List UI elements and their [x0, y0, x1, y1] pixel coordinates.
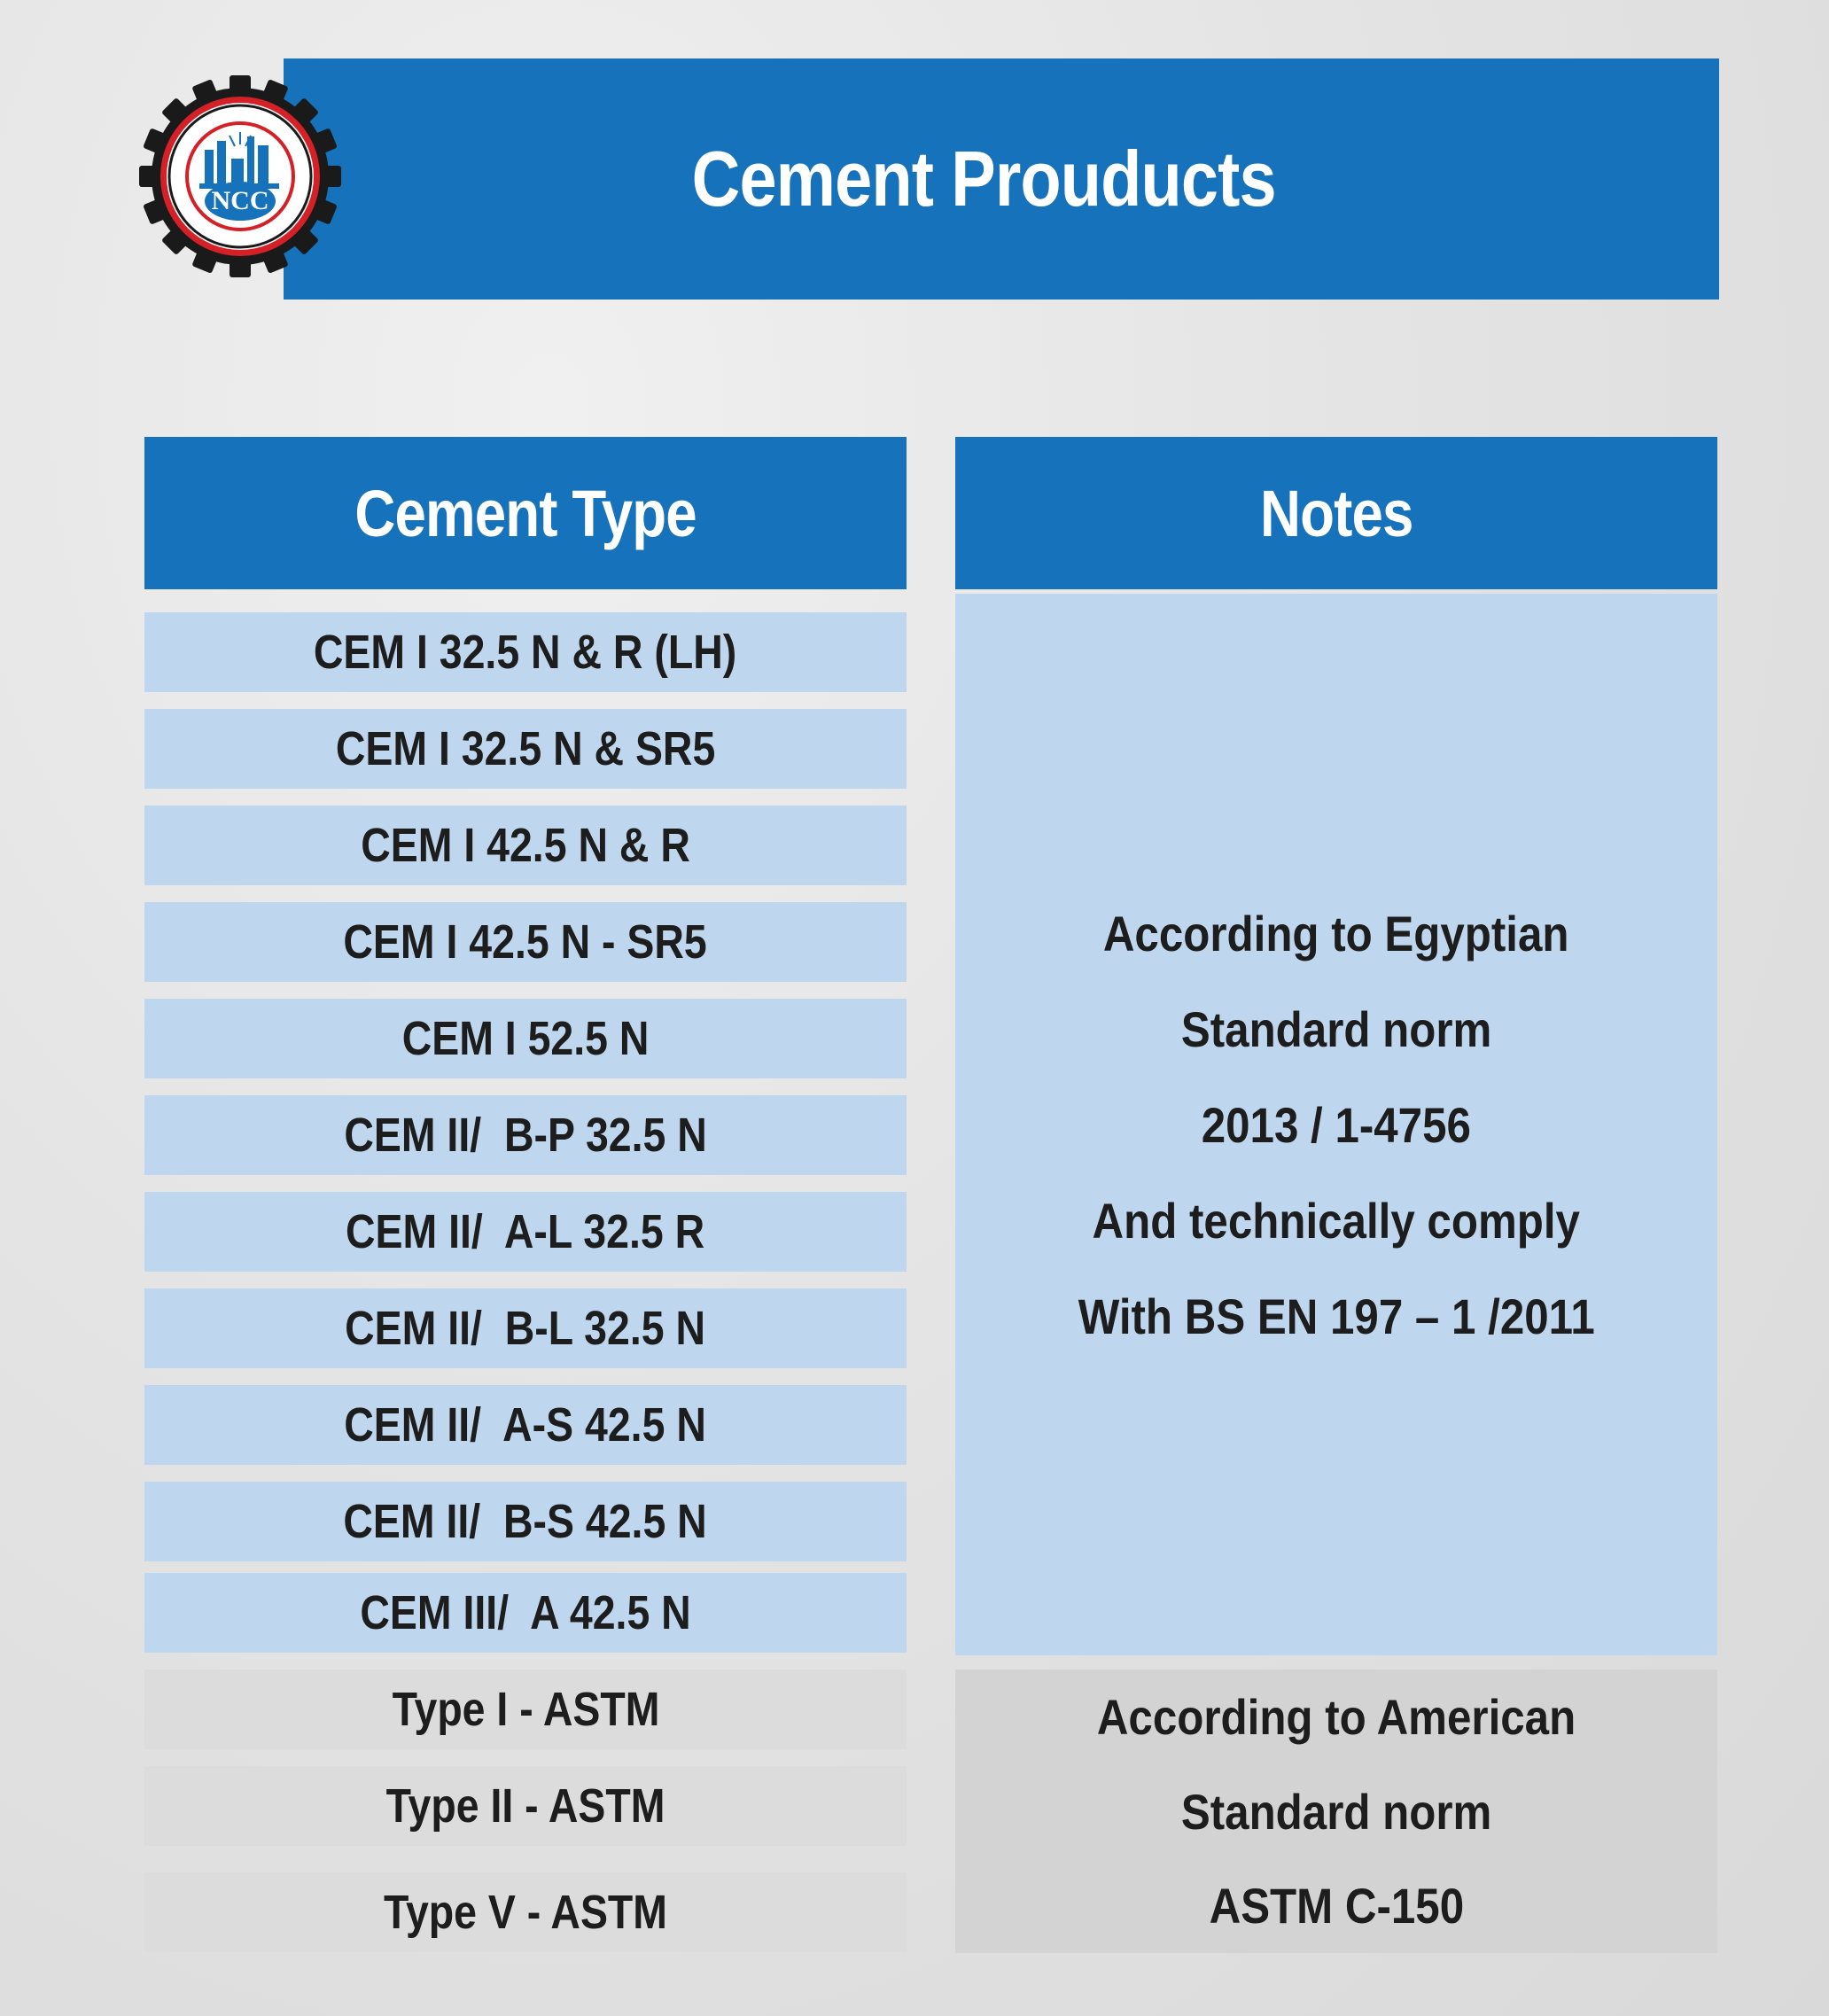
notes-line: And technically comply [1092, 1192, 1581, 1249]
table-row [144, 1766, 907, 1846]
cement-type-cell: CEM II/ A-S 42.5 N [344, 1398, 707, 1452]
cement-type-cell: CEM I 32.5 N & SR5 [335, 722, 716, 775]
table-row [144, 1095, 907, 1175]
cement-type-cell: CEM II/ B-L 32.5 N [345, 1302, 706, 1355]
column-header-label: Cement Type [354, 476, 697, 550]
table-row [144, 999, 907, 1078]
table-row [144, 1482, 907, 1561]
column-header-notes [955, 437, 1717, 589]
logo-text: NCC [211, 186, 269, 215]
cement-type-cell: Type V - ASTM [384, 1886, 667, 1939]
table-row [144, 806, 907, 885]
table-row [144, 1192, 907, 1272]
cement-type-cell: Type II - ASTM [385, 1779, 665, 1833]
notes-line: 2013 / 1-4756 [1201, 1096, 1472, 1153]
notes-line: ASTM C-150 [1209, 1878, 1464, 1934]
cement-type-cell: CEM I 52.5 N [401, 1012, 650, 1065]
cement-type-cell: CEM I 32.5 N & R (LH) [314, 626, 737, 679]
table-row [144, 612, 907, 692]
notes-line: Standard norm [1180, 1000, 1492, 1057]
title-banner [284, 58, 1719, 300]
cement-type-cell: Type I - ASTM [392, 1683, 659, 1736]
cement-type-cell: CEM II/ A-L 32.5 R [346, 1205, 705, 1258]
table-row [144, 1670, 907, 1749]
table-row [144, 1385, 907, 1465]
column-header-label: Notes [1259, 476, 1413, 550]
ncc-logo-icon [137, 34, 343, 319]
notes-line: According to Egyptian [1103, 905, 1569, 961]
cement-type-cell: CEM II/ B-S 42.5 N [343, 1495, 708, 1548]
table-row [144, 709, 907, 789]
table-row [144, 1872, 907, 1952]
table-row [144, 1288, 907, 1368]
table-row [144, 1573, 907, 1653]
cement-type-cell: CEM II/ B-P 32.5 N [344, 1109, 707, 1162]
notes-line: According to American [1096, 1688, 1576, 1745]
cement-type-cell: CEM III/ A 42.5 N [360, 1586, 691, 1639]
notes-american-standard [955, 1670, 1717, 1953]
cement-type-cell: CEM I 42.5 N - SR5 [343, 915, 708, 969]
cement-type-cell: CEM I 42.5 N & R [361, 819, 690, 872]
notes-egyptian-standard [955, 594, 1717, 1655]
notes-line: With BS EN 197 – 1 /2011 [1078, 1288, 1595, 1344]
table-row [144, 902, 907, 982]
column-header-cement-type [144, 437, 907, 589]
page-title: Cement Prouducts [691, 135, 1276, 222]
notes-line: Standard norm [1180, 1783, 1492, 1840]
